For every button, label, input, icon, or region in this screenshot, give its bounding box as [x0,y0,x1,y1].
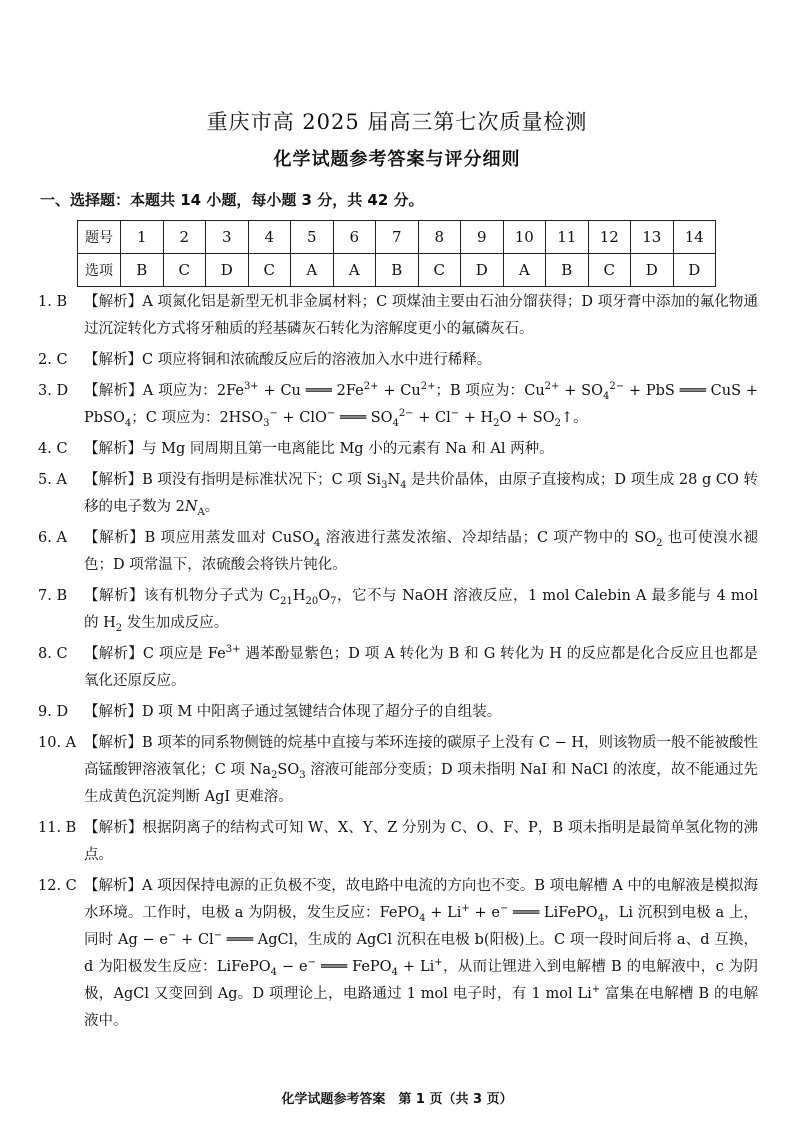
item-number: 8. C [38,646,68,662]
item-explanation: 【解析】B 项应用蒸发皿对 CuSO$_4$ 溶液进行蒸发浓缩、冷却结晶；C 项产物中的 $SO_2$ 也可使溴水褪色；D 项常温下，浓硫酸会将铁片钝化。 [84,530,758,573]
question-number-cell: 8 [418,221,461,254]
page-title: 重庆市高 2025 届高三第七次质量检测 [206,110,588,134]
explanation-item [38,873,758,1035]
explanation-item [38,641,758,695]
explanation-list [38,289,758,1039]
item-explanation: 【解析】B 项苯的同系物侧链的烷基中直接与苯环连接的碳原子上没有 C − H，则该物质一般不能被酸性高锰酸钾溶液氧化；C 项 $Na_2SO_3$ 溶液可能部分变质；D 项未指明 NaI 和 NaCl 的浓度，故不能通过先生成黄色沉淀判断 AgI 更难溶。 [84,735,758,805]
item-explanation: 【解析】与 Mg 同周期且第一电离能比 Mg 小的元素有 Na 和 Al 两种。 [84,441,554,457]
question-number-cell: 13 [631,221,674,254]
question-number-cell: 10 [503,221,546,254]
item-number: 9. D [38,704,69,720]
answer-table-answer-row [78,254,716,287]
question-number-cell: 12 [588,221,631,254]
item-number: 2. C [38,352,68,368]
answer-cell: D [673,254,716,287]
answer-cell: C [588,254,631,287]
explanation-item [38,525,758,579]
item-explanation: 【解析】A 项因保持电源的正负极不变，故电路中电流的方向也不变。B 项电解槽 A 中的电解液是模拟海水环境。工作时，电极 a 为阴极，发生反应：FePO$_4$ + Li+ + e− ═══ LiFePO$_4$，Li 沉积到电极 a 上，同时 Ag − e− + Cl− ═══ AgCl，生成的 AgCl 沉积在电极 b(阳极)上。C 项一段时间后将 a、d 互换，d 为阳极发生反应：LiFePO$_4$ − e− ═══ FePO$_4$ + Li+，从而让锂进入到电解槽 B 的电解液中，c 为阴极，AgCl 又变回到 Ag。D 项理论上，电路通过 1 mol 电子时，有 1 mol Li+ 富集在电解槽 B 的电解液中。 [84,878,759,1029]
explanation-item [38,347,758,374]
answer-cell: B [376,254,419,287]
page-footer: 化学试题参考答案 第 1 页（共 3 页） [281,1092,513,1107]
item-explanation: 【解析】C 项应是 $Fe^{3+}$ 遇苯酚显紫色；D 项 A 转化为 B 和 G 转化为 H 的反应都是化合反应且也都是氧化还原反应。 [84,644,758,689]
question-number-cell: 2 [163,221,206,254]
item-explanation: 【解析】C 项应将铜和浓硫酸反应后的溶液加入水中进行稀释。 [84,352,492,368]
explanation-item [38,815,758,869]
item-number: 5. A [38,472,67,488]
question-number-cell: 9 [461,221,504,254]
item-explanation: 【解析】B 项没有指明是标准状况下；C 项 $Si_3N_4$ 是共价晶体，由原子直接构成；D 项生成 28 g CO 转移的电子数为 $2N_A$。 [84,472,758,518]
answer-cell: A [333,254,376,287]
item-explanation: 【解析】A 项氮化铝是新型无机非金属材料；C 项煤油主要由石油分馏获得；D 项牙膏中添加的氟化物通过沉淀转化方式将牙釉质的羟基磷灰石转化为溶解度更小的氟磷灰石。 [84,294,758,337]
section-heading: 一、选择题：本题共 14 小题，每小题 3 分，共 42 分。 [40,191,424,209]
answer-cell: A [291,254,334,287]
item-explanation: 【解析】A 项应为：$2Fe^{3+} + Cu$ ═══ $2Fe^{2+} + Cu^{2+}$；B 项应为：$Cu^{2+} + SO_4^{2-}$ + PbS ═══ CuS + PbSO$_4$；C 项应为：$2HSO_3^- + ClO^-$ ═══ $SO_4^{2-} + Cl^- + H_2O$ + $SO_2↑$。 [84,381,758,429]
answer-cell: B [546,254,589,287]
page-subtitle: 化学试题参考答案与评分细则 [273,149,521,170]
question-number-cell: 5 [291,221,334,254]
item-explanation: 【解析】根据阴离子的结构式可知 W、X、Y、Z 分别为 C、O、F、P，B 项未指明是最简单氢化物的沸点。 [84,820,758,863]
explanation-item [38,730,758,811]
explanation-item [38,289,758,343]
item-number: 10. A [38,735,77,751]
answer-cell: C [163,254,206,287]
table-header-cell: 选项 [78,254,121,287]
question-number-cell: 14 [673,221,716,254]
answer-cell: A [503,254,546,287]
table-header-cell: 题号 [78,221,121,254]
question-number-cell: 3 [206,221,249,254]
explanation-item [38,467,758,521]
explanation-item [38,583,758,637]
answer-cell: C [418,254,461,287]
answer-table [77,220,716,287]
answer-cell: B [121,254,164,287]
question-number-cell: 1 [121,221,164,254]
answer-cell: C [248,254,291,287]
answer-cell: D [206,254,249,287]
item-explanation: 【解析】该有机物分子式为 $C_{21}H_{20}O_7$，它不与 NaOH 溶液反应，1 mol Calebin A 最多能与 4 mol 的 $H_2$ 发生加成反应。 [84,588,759,634]
item-number: 1. B [38,294,68,310]
answer-cell: D [461,254,504,287]
question-number-cell: 6 [333,221,376,254]
item-number: 6. A [38,530,67,546]
item-number: 4. C [38,441,68,457]
answer-cell: D [631,254,674,287]
item-number: 7. B [38,588,68,604]
question-number-cell: 4 [248,221,291,254]
item-explanation: 【解析】D 项 M 中阳离子通过氢键结合体现了超分子的自组装。 [84,704,502,720]
answer-table-number-row [78,221,716,254]
item-number: 11. B [38,820,77,836]
item-number: 3. D [38,383,69,399]
explanation-item [38,378,758,432]
item-number: 12. C [38,878,77,894]
question-number-cell: 11 [546,221,589,254]
explanation-item [38,436,758,463]
question-number-cell: 7 [376,221,419,254]
explanation-item [38,699,758,726]
